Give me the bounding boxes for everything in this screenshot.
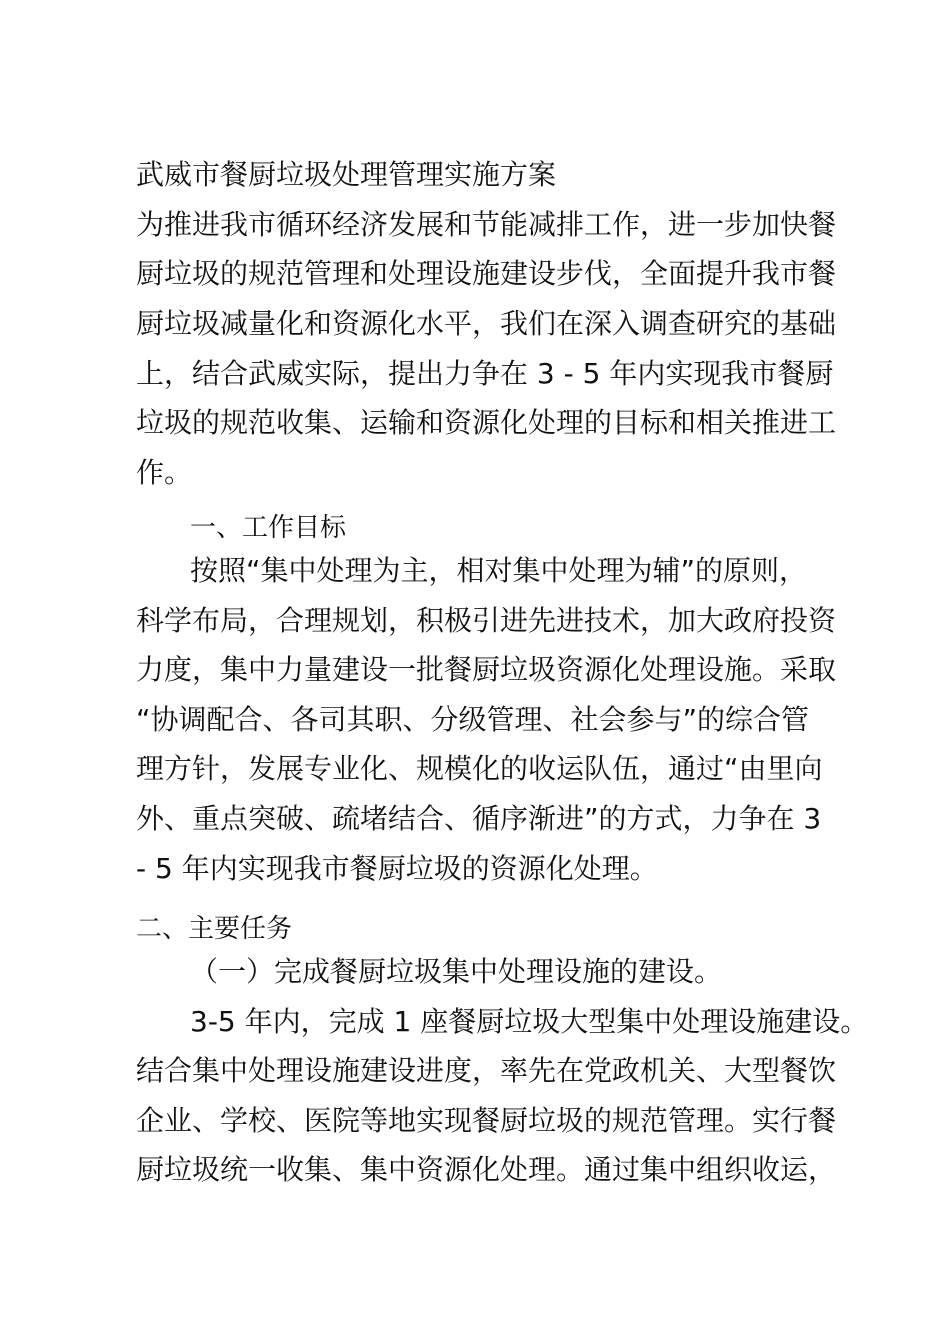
section-heading-main-tasks: 二、主要任务 (136, 914, 293, 944)
intro-line: 上，结合武威实际，提出力争在 3 - 5 年内实现我市餐厨 (136, 357, 834, 390)
intro-line: 作。 (136, 456, 193, 489)
paragraph-line: 厨垃圾统一收集、集中资源化处理。通过集中组织收运， (136, 1153, 837, 1186)
paragraph-line: 3-5 年内，完成 1 座餐厨垃圾大型集中处理设施建设。 (190, 1005, 869, 1038)
section-heading-work-goals: 一、工作目标 (190, 513, 347, 543)
paragraph-line: 按照“集中处理为主，相对集中处理为辅”的原则， (190, 554, 808, 587)
intro-line: 厨垃圾的规范管理和处理设施建设步伐，全面提升我市餐 (136, 257, 837, 290)
intro-line: 厨垃圾减量化和资源化水平，我们在深入调查研究的基础 (136, 307, 837, 340)
paragraph-line: 科学布局，合理规划，积极引进先进技术，加大政府投资 (136, 604, 837, 637)
paragraph-line: 力度，集中力量建设一批餐厨垃圾资源化处理设施。采取 (136, 653, 837, 686)
intro-line: 垃圾的规范收集、运输和资源化处理的目标和相关推进工 (136, 406, 837, 439)
paragraph-line: 外、重点突破、疏堵结合、循序渐进”的方式，力争在 3 (136, 802, 822, 835)
paragraph-line: 理方针，发展专业化、规模化的收运队伍，通过“由里向 (136, 752, 823, 785)
paragraph-line: - 5 年内实现我市餐厨垃圾的资源化处理。 (136, 852, 658, 885)
paragraph-line: 企业、学校、医院等地实现餐厨垃圾的规范管理。实行餐 (136, 1104, 837, 1137)
intro-line: 为推进我市循环经济发展和节能减排工作，进一步加快餐 (136, 208, 837, 241)
document-title: 武威市餐厨垃圾处理管理实施方案 (136, 158, 557, 191)
paragraph-line: 结合集中处理设施建设进度，率先在党政机关、大型餐饮 (136, 1054, 837, 1087)
paragraph-line: “协调配合、各司其职、分级管理、社会参与”的综合管 (136, 703, 810, 736)
subsection-heading: （一）完成餐厨垃圾集中处理设施的建设。 (190, 955, 723, 988)
